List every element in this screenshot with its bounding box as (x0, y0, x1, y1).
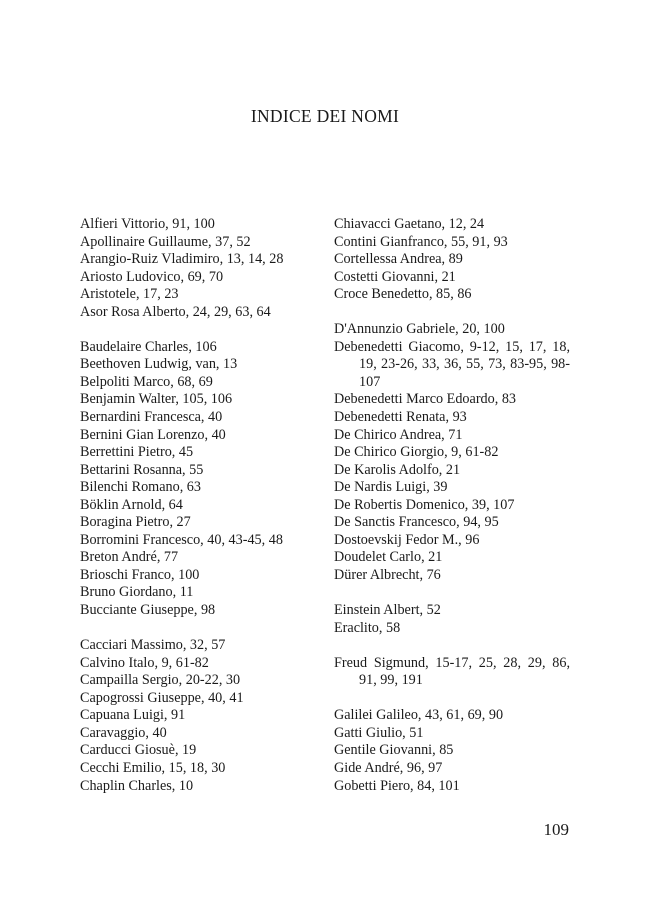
index-entry: Asor Rosa Alberto, 24, 29, 63, 64 (80, 303, 271, 320)
index-entry: Debenedetti Marco Edoardo, 83 (334, 391, 517, 408)
index-entry: Caravaggio, 40 (80, 724, 167, 741)
index-entry: Capogrossi Giuseppe, 40, 41 (80, 689, 244, 706)
index-entry: Boragina Pietro, 27 (80, 514, 191, 531)
index-entry: Apollinaire Guillaume, 37, 52 (80, 233, 251, 250)
index-entry: De Chirico Giorgio, 9, 61-82 (334, 444, 499, 461)
index-entry: Gentile Giovanni, 85 (334, 742, 454, 759)
index-entry: Bilenchi Romano, 63 (80, 479, 201, 496)
letter-group-gap (334, 637, 570, 655)
letter-group-gap (334, 304, 570, 322)
index-entry: De Robertis Domenico, 39, 107 (334, 496, 515, 513)
index-entry: Freud Sigmund, 15-17, 25, 28, 29, 86, 91, 99, 191 (334, 654, 570, 689)
index-entry: De Chirico Andrea, 71 (334, 426, 463, 443)
letter-group-gap (334, 584, 570, 602)
index-entry: Borromini Francesco, 40, 43-45, 48 (80, 531, 283, 548)
index-entry: Einstein Albert, 52 (334, 602, 441, 619)
index-entry: Breton André, 77 (80, 549, 179, 566)
index-entry: Dostoevskij Fedor M., 96 (334, 531, 480, 548)
index-entry: Contini Gianfranco, 55, 91, 93 (334, 233, 508, 250)
index-entry: Chaplin Charles, 10 (80, 777, 194, 794)
letter-group-gap (80, 321, 320, 339)
index-entry: Gide André, 96, 97 (334, 759, 443, 776)
index-entry: Benjamin Walter, 105, 106 (80, 391, 233, 408)
index-entry: Alfieri Vittorio, 91, 100 (80, 216, 215, 232)
index-entry: Costetti Giovanni, 21 (334, 268, 456, 285)
index-entry: De Nardis Luigi, 39 (334, 479, 448, 496)
index-entry: De Sanctis Francesco, 94, 95 (334, 514, 499, 531)
index-entry: Cortellessa Andrea, 89 (334, 251, 463, 268)
index-entry: Böklin Arnold, 64 (80, 496, 183, 513)
index-entry: Campailla Sergio, 20-22, 30 (80, 672, 241, 689)
page-number: 109 (543, 820, 569, 839)
index-entry: Cecchi Emilio, 15, 18, 30 (80, 759, 226, 776)
index-entry: Debenedetti Renata, 93 (334, 409, 467, 426)
index-entry: Bernardini Francesca, 40 (80, 409, 223, 426)
index-column-right (334, 216, 570, 795)
letter-group-gap (80, 620, 320, 638)
index-entry: D'Annunzio Gabriele, 20, 100 (334, 321, 505, 338)
index-entry: Doudelet Carlo, 21 (334, 549, 443, 566)
index-entry: Berrettini Pietro, 45 (80, 444, 194, 461)
index-entry: Carducci Giosuè, 19 (80, 742, 197, 759)
index-entry: Capuana Luigi, 91 (80, 707, 186, 724)
index-entry: Bernini Gian Lorenzo, 40 (80, 426, 226, 443)
index-entry: Ariosto Ludovico, 69, 70 (80, 268, 224, 285)
index-entry: Belpoliti Marco, 68, 69 (80, 373, 213, 390)
index-entry: Calvino Italo, 9, 61-82 (80, 654, 209, 671)
index-entry: Bettarini Rosanna, 55 (80, 461, 204, 478)
index-entry: Bucciante Giuseppe, 98 (80, 602, 216, 619)
index-entry: Croce Benedetto, 85, 86 (334, 286, 472, 303)
index-entry: Beethoven Ludwig, van, 13 (80, 356, 238, 373)
index-entry: De Karolis Adolfo, 21 (334, 461, 461, 478)
index-entry: Chiavacci Gaetano, 12, 24 (334, 216, 485, 232)
index-entry: Brioschi Franco, 100 (80, 566, 200, 583)
index-entry: Bruno Giordano, 11 (80, 584, 194, 601)
index-entry: Cacciari Massimo, 32, 57 (80, 637, 226, 654)
index-entry: Arangio-Ruiz Vladimiro, 13, 14, 28 (80, 251, 284, 268)
index-entry: Aristotele, 17, 23 (80, 286, 179, 303)
index-entry: Baudelaire Charles, 106 (80, 338, 217, 355)
index-entry: Galilei Galileo, 43, 61, 69, 90 (334, 707, 504, 724)
index-entry: Debenedetti Giacomo, 9-12, 15, 17, 18, 19, 23-26, 33, 36, 55, 73, 83-95, 98-107 (334, 338, 570, 390)
index-entry: Gobetti Piero, 84, 101 (334, 777, 460, 794)
index-entry: Gatti Giulio, 51 (334, 724, 424, 741)
index-entry: Eraclito, 58 (334, 619, 401, 636)
letter-group-gap (334, 690, 570, 708)
index-entry: Dürer Albrecht, 76 (334, 566, 441, 583)
index-column-left (80, 216, 320, 795)
page-title: INDICE DEI NOMI (250, 106, 400, 126)
